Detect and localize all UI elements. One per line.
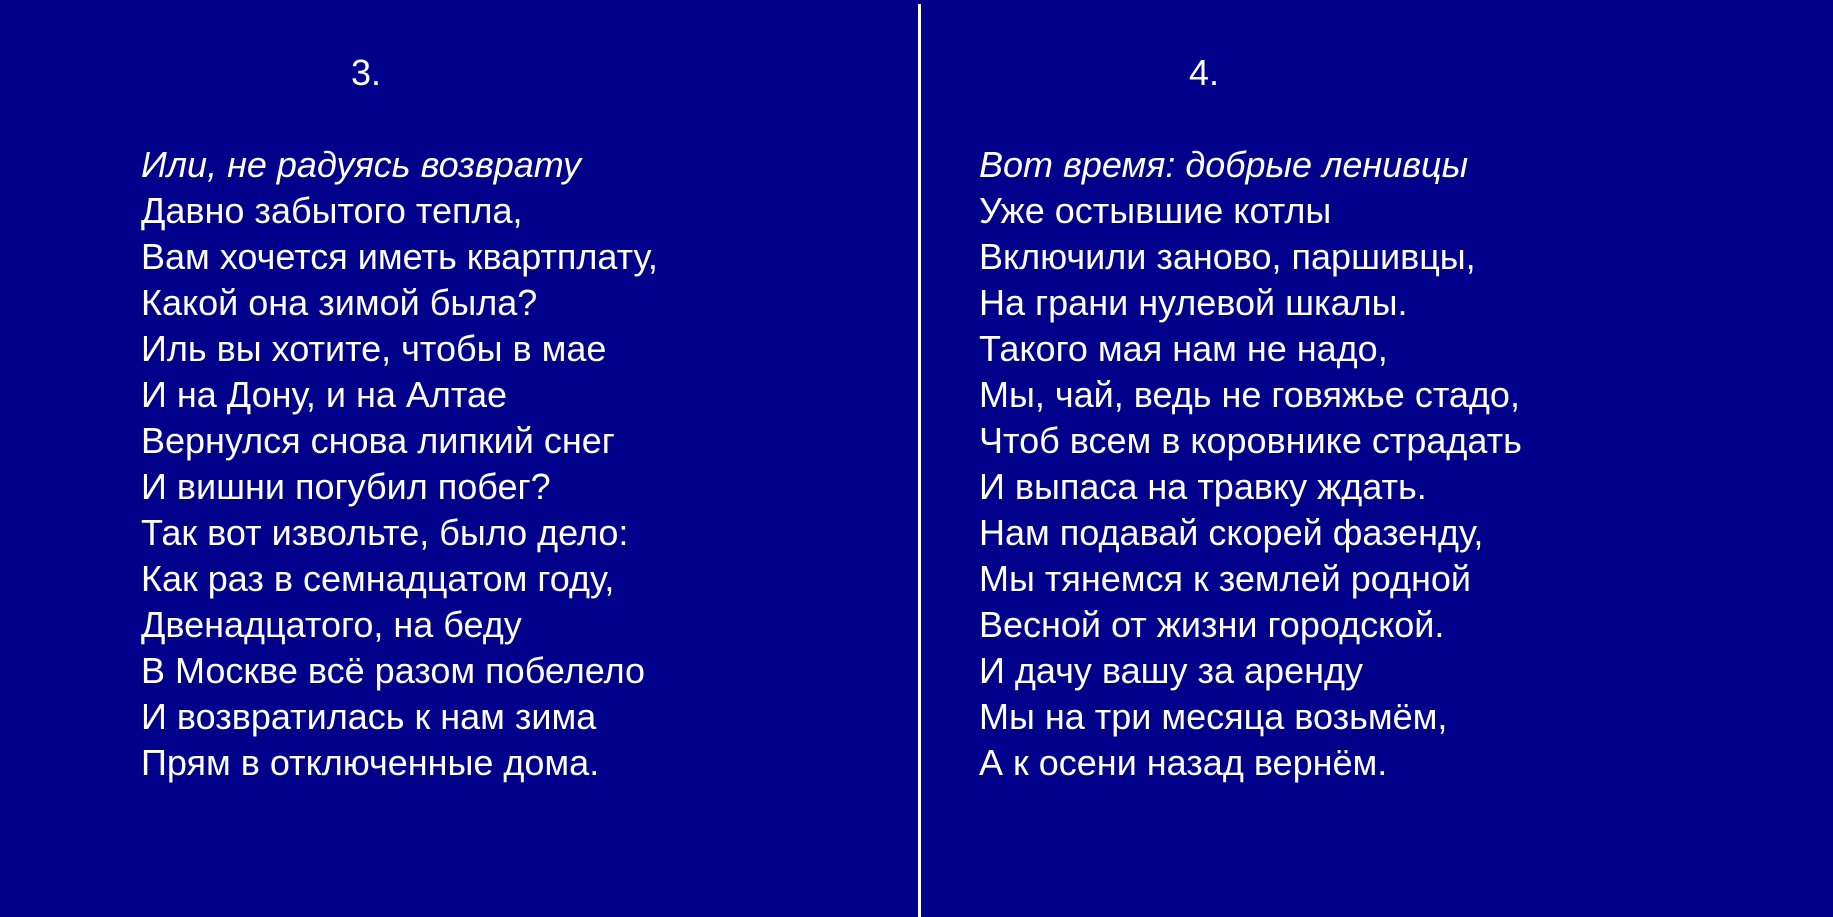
poem-line: Или, не радуясь возврату bbox=[141, 144, 581, 185]
poem-line: Чтоб всем в коровнике страдать bbox=[979, 420, 1522, 461]
stanza-lines bbox=[141, 142, 658, 786]
poem-line: А к осени назад вернём. bbox=[979, 742, 1388, 783]
poem-line: В Москве всё разом побелело bbox=[141, 650, 645, 691]
poem-line: Так вот извольте, было дело: bbox=[141, 512, 629, 553]
poem-line: Мы тянемся к землей родной bbox=[979, 558, 1472, 599]
poem-line: Как раз в семнадцатом году, bbox=[141, 558, 615, 599]
poem-line: Иль вы хотите, чтобы в мае bbox=[141, 328, 607, 369]
poem-line: И дачу вашу за аренду bbox=[979, 650, 1363, 691]
poem-line: Включили заново, паршивцы, bbox=[979, 236, 1476, 277]
column-divider bbox=[918, 4, 921, 917]
poem-line: Прям в отключенные дома. bbox=[141, 742, 600, 783]
poem-line: Вот время: добрые ленивцы bbox=[979, 144, 1469, 185]
stanza-lines bbox=[979, 142, 1522, 786]
stanza-number: 3. bbox=[351, 52, 382, 93]
poem-line: И возвратилась к нам зима bbox=[141, 696, 597, 737]
poem-line: Вам хочется иметь квартплату, bbox=[141, 236, 658, 277]
poem-line: И на Дону, и на Алтае bbox=[141, 374, 508, 415]
poem-line: Вернулся снова липкий снег bbox=[141, 420, 615, 461]
poem-line: Давно забытого тепла, bbox=[141, 190, 523, 231]
poem-line: Весной от жизни городской. bbox=[979, 604, 1445, 645]
poem-line: Какой она зимой была? bbox=[141, 282, 538, 323]
poem-line: И вишни погубил побег? bbox=[141, 466, 551, 507]
poem-line: Такого мая нам не надо, bbox=[979, 328, 1388, 369]
poem-line: Мы, чай, ведь не говяжье стадо, bbox=[979, 374, 1520, 415]
stanza-number: 4. bbox=[1189, 52, 1220, 93]
poem-line: Нам подавай скорей фазенду, bbox=[979, 512, 1484, 553]
poem-line: Двенадцатого, на беду bbox=[141, 604, 522, 645]
poem-line: Мы на три месяца возьмём, bbox=[979, 696, 1448, 737]
poem-line: И выпаса на травку ждать. bbox=[979, 466, 1427, 507]
poem-line: Уже остывшие котлы bbox=[979, 190, 1332, 231]
poem-line: На грани нулевой шкалы. bbox=[979, 282, 1408, 323]
